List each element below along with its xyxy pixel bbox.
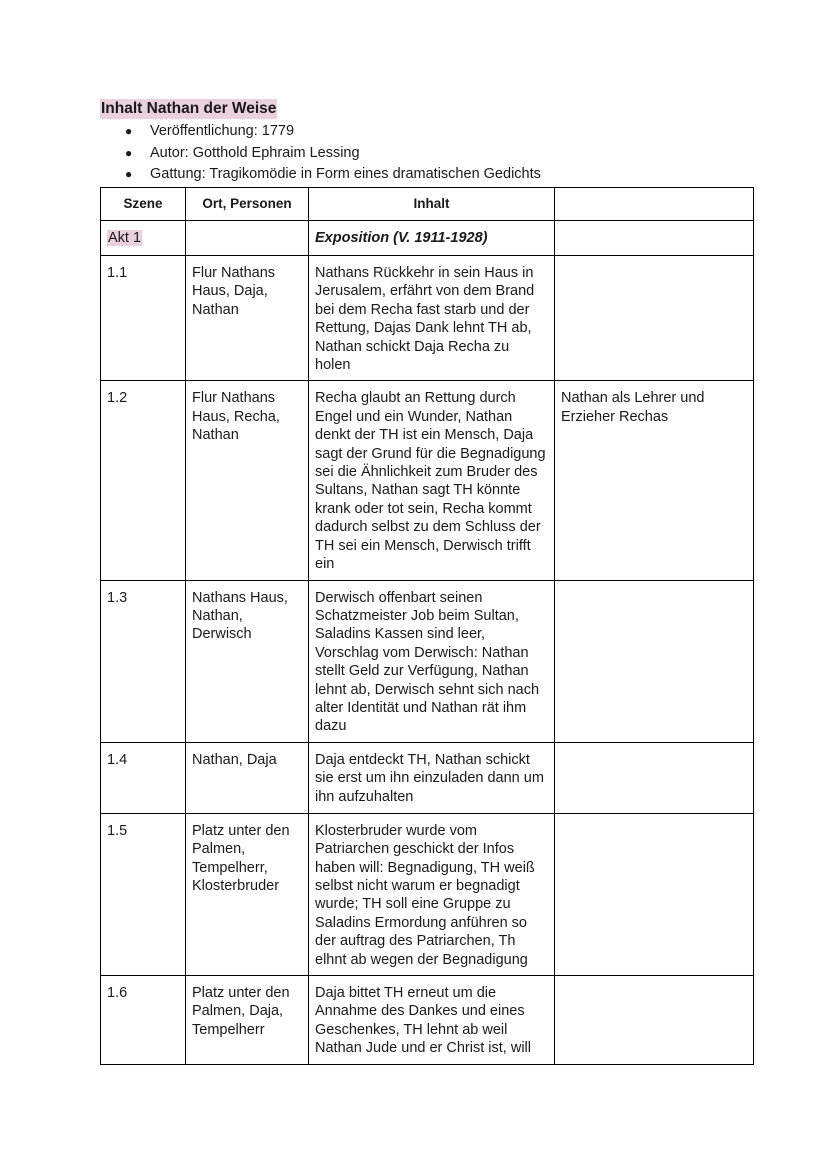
- cell-personen: Flur Nathans Haus, Daja, Nathan: [186, 256, 309, 381]
- table-header-row: [101, 188, 754, 221]
- cell-personen: Platz unter den Palmen, Tempelherr, Klosterbruder: [186, 813, 309, 975]
- cell-inhalt: Nathans Rückkehr in sein Haus in Jerusalem, erfährt von dem Brand bei dem Recha fast starb und der Rettung, Dajas Dank lehnt TH ab, Nathan schickt Daja Recha zu holen: [309, 256, 555, 381]
- cell-personen: Flur Nathans Haus, Recha, Nathan: [186, 381, 309, 580]
- cell-notes: [555, 742, 754, 813]
- cell-inhalt: Daja bittet TH erneut um die Annahme des Dankes und eines Geschenkes, TH lehnt ab weil Nathan Jude und er Christ ist, will: [309, 976, 555, 1065]
- page-title: Inhalt Nathan der Weise: [101, 100, 277, 117]
- cell-personen: Nathan, Daja: [186, 742, 309, 813]
- meta-list: [100, 121, 541, 186]
- act-notes-cell: [555, 221, 754, 256]
- cell-inhalt: Daja entdeckt TH, Nathan schickt sie erst um ihn einzuladen dann um ihn aufzuhalten: [309, 742, 555, 813]
- cell-inhalt: Derwisch offenbart seinen Schatzmeister Job beim Sultan, Saladins Kassen sind leer, Vorschlag vom Derwisch: Nathan stellt Geld zur Verfügung, Nathan lehnt ab, Derwisch sehnt sich nach alter Identität und Nathan rät ihm dazu: [309, 580, 555, 742]
- act-exposition: Exposition (V. 1911-1928): [315, 229, 488, 246]
- scene-table: [100, 187, 754, 1065]
- meta-item-author: ● Autor: Gotthold Ephraim Lessing: [100, 143, 541, 165]
- cell-inhalt: Klosterbruder wurde vom Patriarchen geschickt der Infos haben will: Begnadigung, TH weiß selbst nicht warum er begnadigt wurde; TH soll eine Gruppe zu Saladins Ermordung anführen so der auftrag des Patriarchen, Th elhnt ab wegen der Begnadigung: [309, 813, 555, 975]
- cell-szene: 1.4: [101, 742, 186, 813]
- cell-notes: [555, 580, 754, 742]
- cell-szene: 1.2: [101, 381, 186, 580]
- cell-notes: Nathan als Lehrer und Erzieher Rechas: [555, 381, 754, 580]
- bullet-icon: ●: [125, 124, 133, 138]
- cell-szene: 1.1: [101, 256, 186, 381]
- table-row: [101, 256, 754, 381]
- cell-notes: [555, 256, 754, 381]
- table-row: [101, 381, 754, 580]
- act-label: Akt 1: [108, 229, 142, 246]
- act-row: [101, 221, 754, 256]
- header-notes: [555, 188, 754, 221]
- cell-personen: Nathans Haus, Nathan, Derwisch: [186, 580, 309, 742]
- header-ort-personen: Ort, Personen: [186, 188, 309, 221]
- cell-personen: Platz unter den Palmen, Daja, Tempelherr: [186, 976, 309, 1065]
- act-label-cell: [101, 221, 186, 256]
- cell-szene: 1.5: [101, 813, 186, 975]
- cell-szene: 1.3: [101, 580, 186, 742]
- table-row: [101, 813, 754, 975]
- meta-item-publication: ● Veröffentlichung: 1779: [100, 121, 541, 143]
- header-szene: Szene: [101, 188, 186, 221]
- cell-szene: 1.6: [101, 976, 186, 1065]
- meta-item-genre: ● Gattung: Tragikomödie in Form eines dramatischen Gedichts: [100, 164, 541, 186]
- cell-notes: [555, 976, 754, 1065]
- table-row: [101, 976, 754, 1065]
- header-inhalt: Inhalt: [309, 188, 555, 221]
- act-personen-cell: [186, 221, 309, 256]
- table-row: [101, 742, 754, 813]
- cell-notes: [555, 813, 754, 975]
- table-row: [101, 580, 754, 742]
- cell-inhalt: Recha glaubt an Rettung durch Engel und ein Wunder, Nathan denkt der TH ist ein Mensch, Daja sagt der Grund für die Begnadigung sei die Ähnlichkeit zum Bruder des Sultans, Nathan sagt TH könnte krank oder tot sein, Recha kommt dadurch selbst zu dem Schluss der TH sei ein Mensch, Derwisch trifft ein: [309, 381, 555, 580]
- act-inhalt-cell: [309, 221, 555, 256]
- bullet-icon: ●: [125, 167, 133, 181]
- bullet-icon: ●: [125, 145, 133, 160]
